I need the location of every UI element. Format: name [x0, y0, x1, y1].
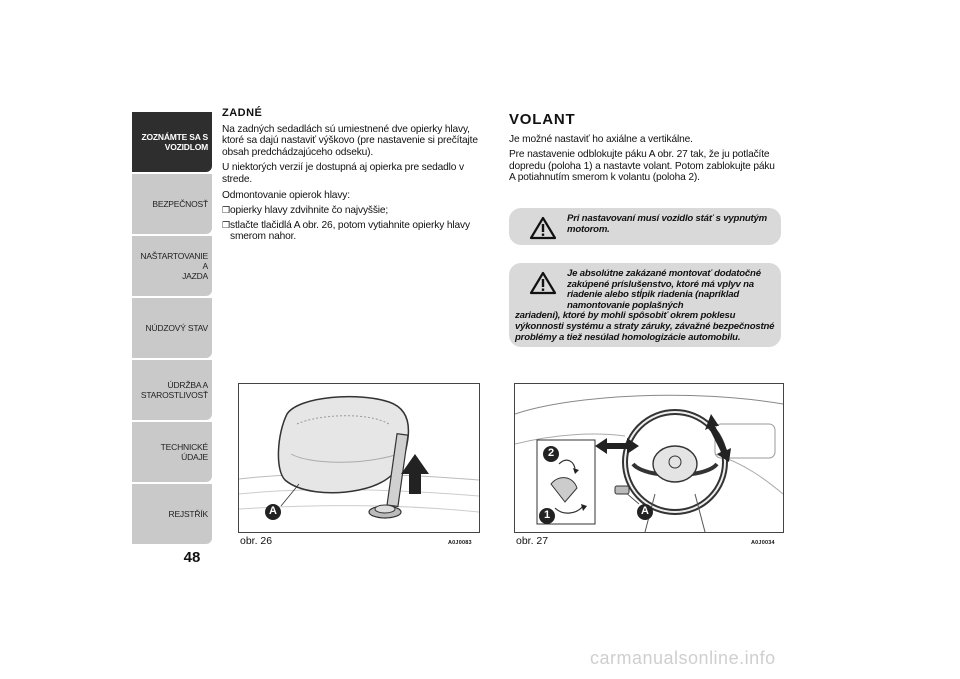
tab-label: ZOZNÁMTE SA S VOZIDLOM	[141, 132, 208, 152]
paragraph: Pre nastavenie odblokujte páku A obr. 27 tak, že ju potlačíte dopredu (poloha 1) a nastavte volant. Potom zablokujte páku A potiahnutím smerom k volantu (poloha 2).	[509, 149, 775, 184]
figure-steering-wheel	[514, 383, 784, 533]
label-2: 2	[547, 447, 555, 459]
tab-nastartovanie-a-jazda[interactable]	[132, 236, 212, 296]
warning-text-rest: zariadení), ktoré by mohli spôsobiť okrem poklesu výkonnosti systému a straty záruky, závažné bezpečnostné problémy a tiež nesúlad homologizácie automobilu.	[515, 310, 775, 343]
tab-label: TECHNICKÉ ÚDAJE	[160, 442, 208, 462]
tab-nudzovy-stav[interactable]	[132, 298, 212, 358]
list-item	[222, 220, 492, 243]
paragraph: U niektorých verzií je dostupná aj opierka pre sedadlo v strede.	[222, 162, 464, 185]
tab-label: NAŠTARTOVANIE A JAZDA	[140, 251, 208, 281]
figure-caption: obr. 27	[516, 535, 549, 547]
paragraph: Odmontovanie opierok hlavy:	[222, 189, 350, 201]
right-column	[509, 111, 781, 188]
figure-caption: obr. 26	[240, 535, 273, 547]
warning-triangle-icon	[529, 216, 557, 240]
tab-label: REJSTŘÍK	[168, 509, 208, 519]
page-number: 48	[183, 549, 201, 566]
figure-headrest	[238, 383, 480, 533]
paragraph: Na zadných sedadlách sú umiestnené dve opierky hlavy, ktoré sa dajú nastaviť výškovo (pre nastavenie si prečítajte obsah predchádzajúceho odseku).	[222, 123, 478, 158]
tab-label: ÚDRŽBA A STAROSTLIVOSŤ	[140, 380, 208, 400]
label-a: A	[269, 505, 277, 517]
warning-box	[509, 263, 781, 347]
tab-rejstrik[interactable]	[132, 484, 212, 544]
warning-text: Pri nastavovaní musí vozidlo stáť s vypnutým motorom.	[567, 213, 767, 235]
figure-code: A0J0083	[448, 540, 472, 546]
warning-text	[509, 269, 779, 343]
paragraph: Je možné nastaviť ho axiálne a vertikálne.	[509, 133, 693, 145]
label-a: A	[641, 505, 649, 517]
list-item-text: stlačte tlačidlá A obr. 26, potom vytiahnite opierky hlavy smerom nahor.	[230, 219, 470, 243]
bullet-mark: ❒	[222, 219, 230, 230]
warning-text-first: Je absolútne zakázané montovať dodatočné zakúpené príslušenstvo, ktoré má vplyv na riadenie alebo stĺpik riadenia (napríklad namontovanie poplašných	[567, 268, 761, 311]
tab-label: BEZPEČNOSŤ	[152, 199, 208, 209]
tab-udrzba-a-starostlivost[interactable]	[132, 360, 212, 420]
section-heading-zadne: ZADNÉ	[222, 107, 263, 119]
tab-bezpecnost[interactable]	[132, 174, 212, 234]
list-item-text: opierky hlavy zdvihnite čo najvyššie;	[230, 205, 389, 217]
tab-zoznamte-sa-s-vozidlom[interactable]	[132, 112, 212, 172]
watermark: carmanualsonline.info	[590, 648, 776, 668]
left-column	[222, 108, 492, 246]
figure-code: A0J0034	[751, 540, 775, 546]
warning-box	[509, 208, 781, 245]
list-item	[222, 205, 492, 217]
label-1: 1	[543, 509, 551, 521]
section-heading-volant: VOLANT	[509, 111, 576, 128]
tab-label: NÚDZOVÝ STAV	[145, 323, 208, 333]
bullet-mark: ❒	[222, 205, 230, 216]
tab-technicke-udaje[interactable]	[132, 422, 212, 482]
